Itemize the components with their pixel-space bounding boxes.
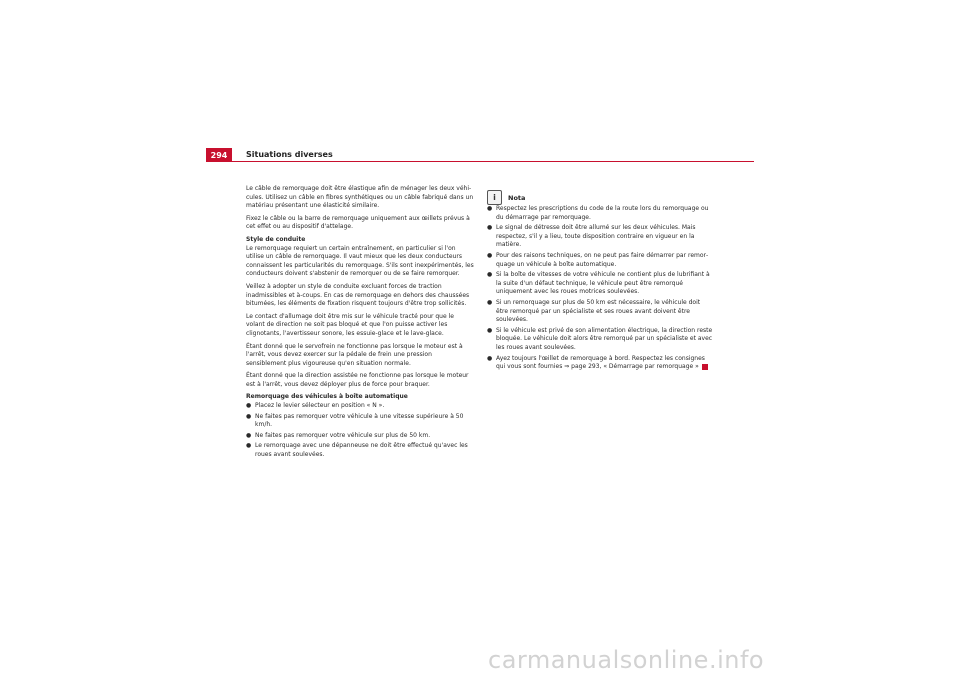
list-item [246,413,474,430]
list-item [487,355,713,372]
list-item-text: Si la boîte de vitesses de votre véhicule ne contient plus de lubrifiant à la suite d'un défaut technique, le véhicule peut être remorqué uniquement avec les roues motrices soulevées. [496,271,710,296]
bullet-icon: ● [487,326,493,334]
list-item-text: Respectez les prescriptions du code de la route lors du remorquage ou du démarrage par remorquage. [496,205,709,221]
watermark: carmanualsonline.info [488,646,765,674]
bullet-icon: ● [246,431,252,439]
list-item [487,205,713,222]
list-item [487,224,713,250]
bullet-icon: ● [487,224,493,232]
bullet-icon: ● [246,412,252,420]
list-item-text: Placez le levier sélecteur en position « N ». [255,402,385,410]
list-item [487,299,713,325]
list-item-text: Ne faites pas remorquer votre véhicule à une vitesse supérieure à 50 km/h. [255,412,464,429]
bullet-icon: ● [487,271,493,279]
list-item-text: Si un remorquage sur plus de 50 km est nécessaire, le véhicule doit être remorqué par un spécialiste et ses roues avant doivent être soulevées. [496,298,701,324]
paragraph: Le remorquage requiert un certain entraînement, en particulier si l'on utilise un câble de remorquage. Il vaut mieux que les deux conducteurs connaissent les particularités du remorquage. S'ils sont inexpérimentés, les conducteurs doivent s'abstenir de remorquer ou de se faire remorquer. [246,244,474,278]
list-item-text: Pour des raisons techniques, on ne peut pas faire démarrer par remorquage un véhicule à boîte automatique. [496,251,709,268]
section-title: Situations diverses [246,150,333,159]
subheading-style: Style de conduite [246,235,306,243]
bullet-icon: ● [487,354,493,362]
header-divider [206,161,754,162]
left-column [246,185,474,462]
note-header [487,190,525,205]
list-item [487,271,713,297]
list-item [246,402,474,411]
paragraph: Étant donné que la direction assistée ne fonctionne pas lorsque le moteur est à l'arrêt, vous devez déployer plus de force pour braquer. [246,372,469,388]
list-item-text: Si le véhicule est privé de son alimentation électrique, la direction reste bloquée. Le véhicule doit alors être remorqué par un spécialiste et avec les roues avant soulevées. [496,326,713,351]
subheading-automatic: Remorquage des véhicules à boîte automatique [246,393,408,401]
list-item [246,442,474,459]
info-note-icon: i [487,190,502,205]
bullet-icon: ● [487,205,493,212]
note-column [487,205,713,374]
paragraph: Fixez le câble ou la barre de remorquage uniquement aux œillets prévus à cet effet ou au dispositif d'attelage. [246,214,470,231]
note-title: Nota [508,193,526,202]
list-item-text: Le remorquage avec une dépanneuse ne doit être effectué qu'avec les roues avant soulevées. [255,442,468,459]
list-item-text: Le signal de détresse doit être allumé sur les deux véhicules. Mais respectez, s'il y a lieu, toute disposition contraire en vigueur en la matière. [496,224,696,249]
list-item [246,432,474,441]
bullet-icon: ● [487,251,493,259]
bullet-icon: ● [487,298,493,306]
bullet-icon: ● [246,402,252,410]
paragraph: Le câble de remorquage doit être élastique afin de ménager les deux véhicules. Utilisez un câble en fibres synthétiques ou un câble fabriqué dans un matériau présentant une élasticité similaire. [246,185,474,210]
page-number: 294 [206,148,232,162]
paragraph: Veillez à adopter un style de conduite excluant forces de traction inadmissibles et à-coups. En cas de remorquage en dehors des chaussées bitumées, les éléments de fixation risquent toujours d'être trop sollicités. [246,282,470,308]
list-item-text: Ayez toujours l'œillet de remorquage à bord. Respectez les consignes qui vous sont fournies ⇒ page 293, « Démarrage par remorquage » [496,354,705,371]
paragraph: Le contact d'allumage doit être mis sur le véhicule tracté pour que le volant de direction ne soit pas bloqué et que l'on puisse activer les clignotants, l'avertisseur sonore, les essuie-glace et le lave-glace. [246,312,454,337]
section-end-icon [702,364,708,370]
list-item [487,327,713,353]
list-item [487,252,713,269]
bullet-icon: ● [246,442,252,450]
paragraph: Étant donné que le servofrein ne fonctionne pas lorsque le moteur est à l'arrêt, vous devez exercer sur la pédale de frein une pression sensiblement plus vigoureuse qu'en situation normale. [246,342,463,367]
list-item-text: Ne faites pas remorquer votre véhicule sur plus de 50 km. [255,431,431,439]
